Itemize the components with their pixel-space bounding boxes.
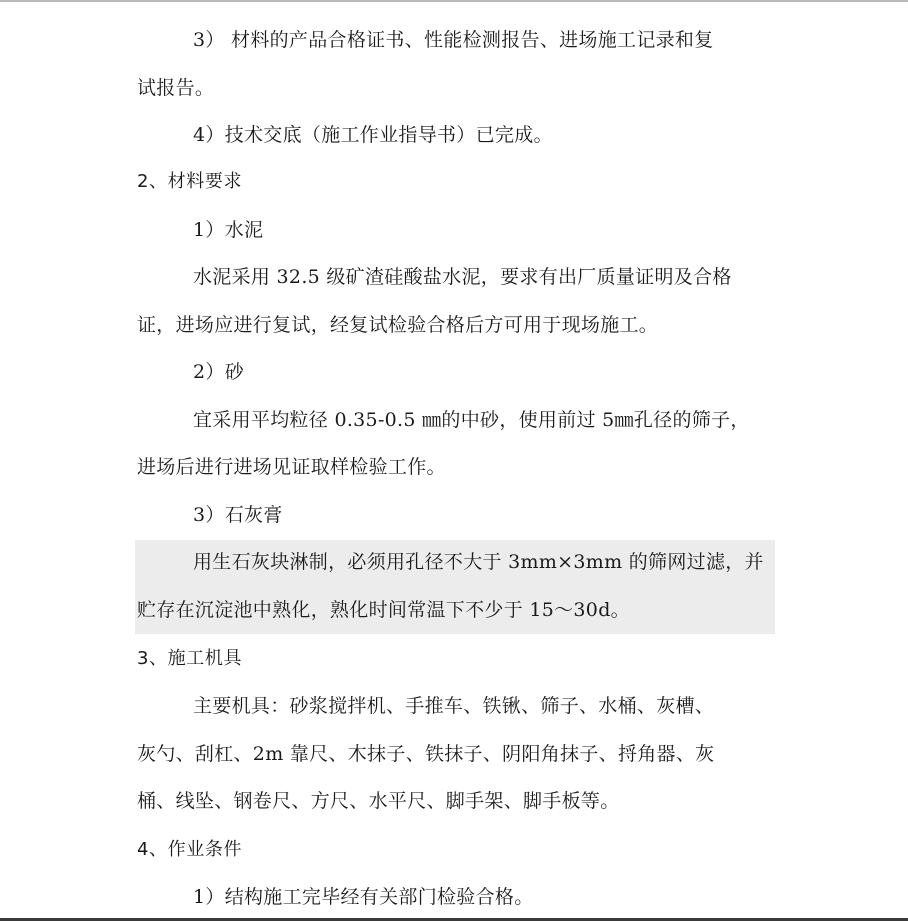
subheading: 3）石灰膏 [193, 504, 283, 526]
subheading: 1）水泥 [193, 219, 264, 241]
section-heading: 3、施工机具 [137, 648, 243, 669]
section-heading: 2、材料要求 [137, 171, 243, 192]
paragraph-line: 用生石灰块淋制，必须用孔径不大于 3mm×3mm 的筛网过滤，并 [193, 551, 764, 573]
page-top-border [0, 0, 908, 2]
paragraph-line: 贮存在沉淀池中熟化，熟化时间常温下不少于 15～30d。 [137, 599, 630, 621]
paragraph-line: 4）技术交底（施工作业指导书）已完成。 [193, 124, 553, 146]
paragraph-line: 试报告。 [137, 77, 215, 99]
paragraph-line: 3） 材料的产品合格证书、性能检测报告、进场施工记录和复 [193, 29, 714, 51]
paragraph-line: 进场后进行进场见证取样检验工作。 [137, 456, 446, 478]
paragraph-line: 桶、线坠、钢卷尺、方尺、水平尺、脚手架、脚手板等。 [137, 790, 620, 812]
paragraph-line: 证，进场应进行复试，经复试检验合格后方可用于现场施工。 [137, 314, 659, 336]
section-heading: 4、作业条件 [137, 839, 243, 860]
paragraph-line: 1）结构施工完毕经有关部门检验合格。 [193, 886, 534, 908]
paragraph-line: 水泥采用 32.5 级矿渣硅酸盐水泥，要求有出厂质量证明及合格 [193, 266, 732, 288]
paragraph-line: 主要机具：砂浆搅拌机、手推车、铁锹、筛子、水桶、灰槽、 [193, 695, 715, 717]
subheading: 2）砂 [193, 361, 244, 383]
paragraph-line: 宜采用平均粒径 0.35-0.5 ㎜的中砂，使用前过 5㎜孔径的筛子， [193, 409, 750, 431]
paragraph-line: 灰勺、刮杠、2m 靠尺、木抹子、铁抹子、阴阳角抹子、捋角器、灰 [137, 743, 715, 765]
